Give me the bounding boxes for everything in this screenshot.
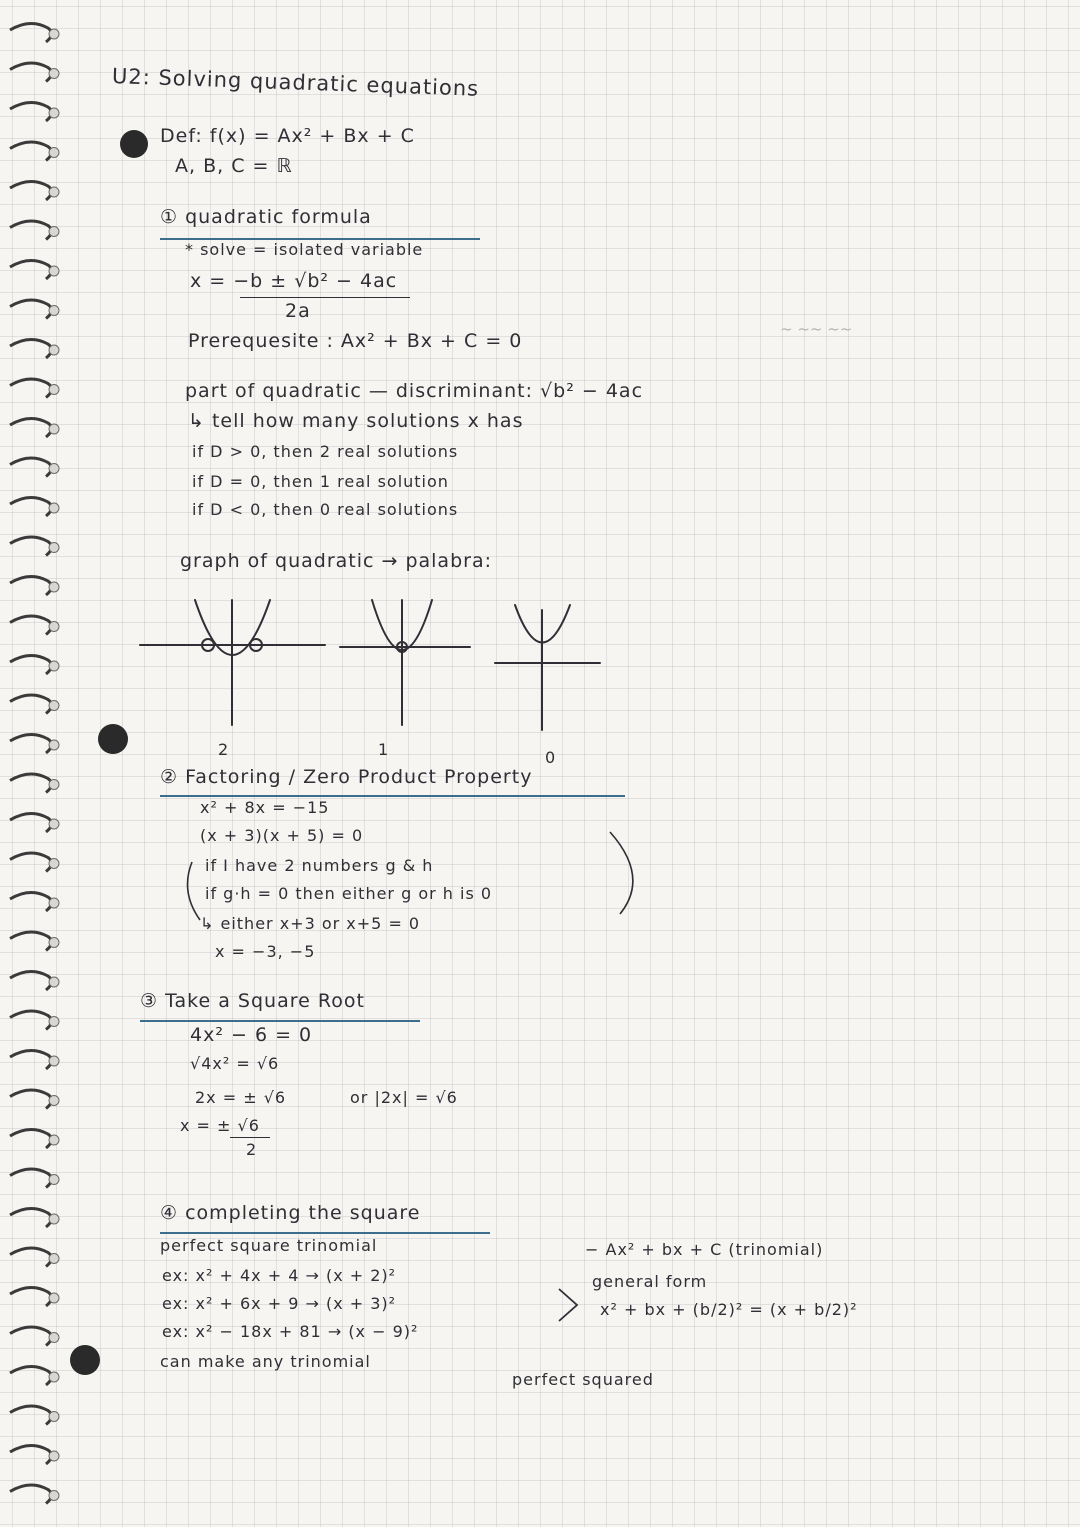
sqrt-fraction-bar — [230, 1137, 270, 1138]
cts-example-3: ex: x² − 18x + 81 → (x − 9)² — [162, 1322, 419, 1341]
binding-ring — [10, 221, 52, 240]
binding-ring — [10, 932, 52, 951]
general-form-label: general form — [592, 1272, 708, 1291]
binding-ring — [10, 1011, 52, 1030]
binding-hole — [49, 661, 59, 671]
binding-ring — [10, 537, 52, 556]
binding-ring — [10, 655, 52, 674]
formula-denominator: 2a — [285, 300, 311, 322]
sqrt-step-3: 2x = ± √6 — [195, 1088, 287, 1107]
binding-ring — [10, 853, 52, 872]
binding-hole — [49, 819, 59, 829]
bullet-dot — [120, 130, 148, 158]
graph-count-0: 0 — [545, 748, 557, 767]
discriminant-negative: if D < 0, then 0 real solutions — [192, 500, 459, 519]
sqrt-step-1: 4x² − 6 = 0 — [190, 1024, 313, 1046]
binding-hole — [49, 859, 59, 869]
binding-ring — [10, 971, 52, 990]
binding-hole — [49, 898, 59, 908]
binding-ring — [10, 418, 52, 437]
binding-ring — [10, 1248, 52, 1267]
cts-line-1b: − Ax² + bx + C (trinomial) — [585, 1240, 824, 1259]
formula-numerator: x = −b ± √b² − 4ac — [190, 270, 398, 292]
binding-hole — [49, 977, 59, 987]
sqrt-step-5: 2 — [246, 1140, 258, 1159]
binding-hole — [49, 1056, 59, 1066]
binding-hole — [49, 1017, 59, 1027]
binding-hole — [49, 780, 59, 790]
prerequisite-line: Prerequesite : Ax² + Bx + C = 0 — [188, 330, 523, 352]
section-4-heading: ④ completing the square — [160, 1202, 421, 1224]
fraction-bar — [240, 297, 410, 298]
binding-hole — [49, 108, 59, 118]
binding-ring — [10, 1406, 52, 1425]
binding-ring — [10, 300, 52, 319]
section-3-heading: ③ Take a Square Root — [140, 990, 365, 1012]
binding-hole — [49, 227, 59, 237]
spiral-binding — [0, 0, 70, 1527]
binding-hole — [49, 424, 59, 434]
binding-hole — [49, 938, 59, 948]
bleed-through-text: ~ ~~ ~~ — [780, 320, 853, 338]
graph-count-2: 2 — [218, 740, 230, 759]
binding-ring — [10, 102, 52, 121]
binding-hole — [49, 69, 59, 79]
page-title: U2: Solving quadratic equations — [111, 64, 480, 101]
cts-example-1: ex: x² + 4x + 4 → (x + 2)² — [162, 1266, 397, 1285]
binding-ring — [10, 1129, 52, 1148]
binding-ring — [10, 260, 52, 279]
binding-ring — [10, 576, 52, 595]
binding-ring — [10, 339, 52, 358]
binding-hole — [49, 187, 59, 197]
section-1-heading: ① quadratic formula — [160, 206, 372, 228]
binding-hole — [49, 148, 59, 158]
binding-hole — [49, 1254, 59, 1264]
binding-hole — [49, 464, 59, 474]
factoring-bracket — [170, 822, 660, 932]
sqrt-step-2: √4x² = √6 — [190, 1054, 280, 1073]
binding-ring — [10, 734, 52, 753]
factoring-note-2: if g·h = 0 then either g or h is 0 — [205, 884, 493, 903]
binding-ring — [10, 142, 52, 161]
binding-ring — [10, 695, 52, 714]
definition-line-1: Def: f(x) = Ax² + Bx + C — [160, 125, 415, 147]
factoring-note-1: if I have 2 numbers g & h — [205, 856, 434, 875]
discriminant-positive: if D > 0, then 2 real solutions — [192, 442, 459, 461]
section-3-underline — [140, 1020, 420, 1022]
binding-hole — [49, 1096, 59, 1106]
solve-line: * solve = isolated variable — [185, 240, 424, 259]
binding-hole — [49, 1491, 59, 1501]
discriminant-zero: if D = 0, then 1 real solution — [192, 472, 449, 491]
binding-ring — [10, 616, 52, 635]
general-form-equation: x² + bx + (b/2)² = (x + b/2)² — [600, 1300, 858, 1319]
binding-hole — [49, 385, 59, 395]
binding-ring — [10, 181, 52, 200]
binding-hole — [49, 1293, 59, 1303]
section-2-underline — [160, 795, 625, 797]
definition-line-2: A, B, C = ℝ — [175, 155, 293, 177]
binding-hole — [49, 1333, 59, 1343]
binding-hole — [49, 345, 59, 355]
binding-hole — [49, 29, 59, 39]
binding-hole — [49, 1412, 59, 1422]
binding-ring — [10, 1090, 52, 1109]
bullet-dot — [70, 1345, 100, 1375]
binding-hole — [49, 1214, 59, 1224]
sqrt-alt: or |2x| = √6 — [350, 1088, 458, 1107]
binding-ring — [10, 1445, 52, 1464]
cts-line-1: perfect square trinomial — [160, 1236, 378, 1255]
section-4-underline — [160, 1232, 490, 1234]
factoring-note-3: ↳ either x+3 or x+5 = 0 — [200, 914, 421, 933]
sqrt-step-4: x = ± √6 — [180, 1116, 260, 1135]
binding-hole — [49, 1451, 59, 1461]
binding-ring — [10, 1287, 52, 1306]
binding-hole — [49, 1175, 59, 1185]
binding-ring — [10, 1366, 52, 1385]
graph-label: graph of quadratic → palabra: — [180, 550, 492, 572]
binding-hole — [49, 543, 59, 553]
binding-ring — [10, 458, 52, 477]
factoring-result: x = −3, −5 — [215, 942, 316, 961]
binding-ring — [10, 1327, 52, 1346]
binding-hole — [49, 740, 59, 750]
binding-ring — [10, 1208, 52, 1227]
graph-count-1: 1 — [378, 740, 390, 759]
brace-arrow — [555, 1285, 585, 1325]
parabola-sketches — [140, 585, 600, 755]
binding-hole — [49, 1372, 59, 1382]
binding-hole — [49, 622, 59, 632]
binding-ring — [10, 1050, 52, 1069]
binding-hole — [49, 266, 59, 276]
section-2-heading: ② Factoring / Zero Product Property — [160, 766, 533, 788]
bullet-dot — [98, 724, 128, 754]
discriminant-note: ↳ tell how many solutions x has — [188, 410, 524, 432]
factoring-step-2: (x + 3)(x + 5) = 0 — [200, 826, 364, 845]
binding-ring — [10, 497, 52, 516]
binding-ring — [10, 774, 52, 793]
binding-ring — [10, 1485, 52, 1504]
binding-ring — [10, 379, 52, 398]
binding-hole — [49, 306, 59, 316]
binding-hole — [49, 582, 59, 592]
cts-example-2: ex: x² + 6x + 9 → (x + 3)² — [162, 1294, 397, 1313]
binding-hole — [49, 503, 59, 513]
cts-conclusion-end: perfect squared — [512, 1370, 654, 1389]
binding-ring — [10, 1169, 52, 1188]
binding-ring — [10, 63, 52, 82]
binding-ring — [10, 892, 52, 911]
factoring-step-1: x² + 8x = −15 — [200, 798, 330, 817]
cts-conclusion: can make any trinomial — [160, 1352, 371, 1371]
binding-hole — [49, 701, 59, 711]
binding-ring — [10, 813, 52, 832]
binding-ring — [10, 23, 52, 42]
binding-hole — [49, 1135, 59, 1145]
discriminant-line: part of quadratic — discriminant: √b² − 4ac — [185, 380, 644, 402]
